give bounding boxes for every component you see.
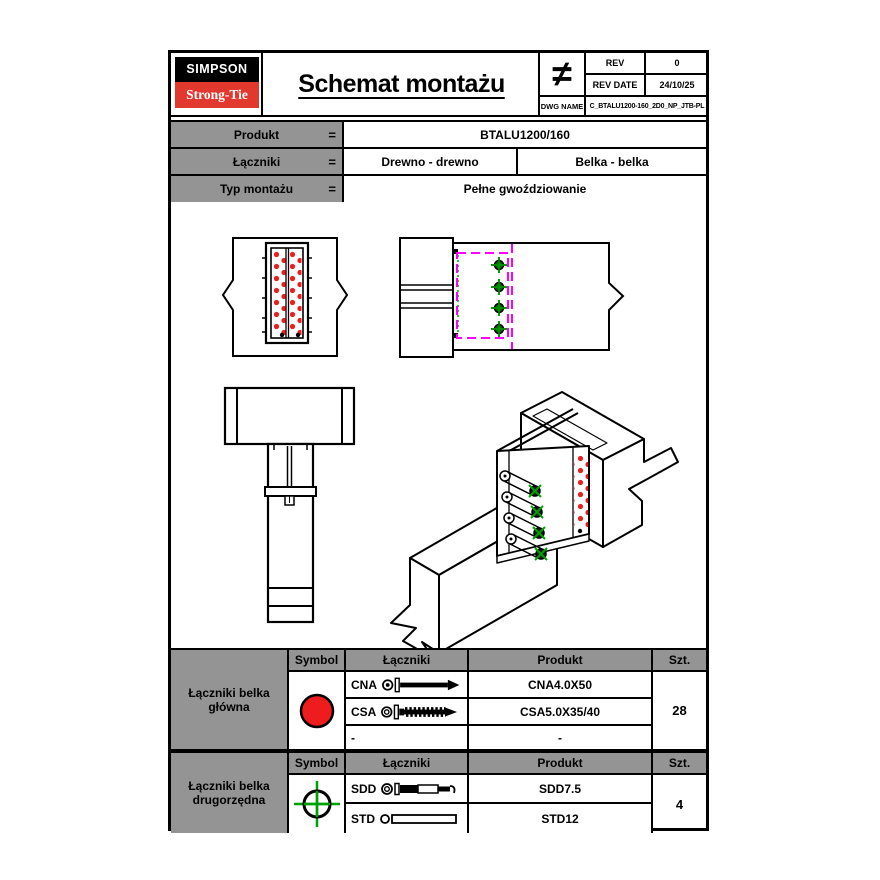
drawing-sheet: [168, 50, 709, 831]
fastener-type-value: Drewno - drewno: [344, 149, 518, 174]
product-value: BTALU1200/160: [480, 127, 570, 142]
rev-label: REV: [586, 53, 646, 75]
row-label: Produkt: [233, 127, 280, 142]
header-symbol: Symbol: [289, 753, 346, 775]
quantity-cell: 28: [672, 703, 687, 718]
product-cell: SDD7.5: [469, 775, 653, 804]
screw-icon: [380, 703, 467, 721]
rev-date-label: REV DATE: [586, 75, 646, 97]
fastener-cell: [346, 804, 469, 833]
rev-value: 0: [646, 53, 708, 75]
top-view-drawing: [223, 238, 347, 356]
logo-cell: [171, 53, 263, 115]
fastener-code: CSA: [351, 704, 377, 719]
equals-sign: =: [328, 154, 336, 169]
page-title: Schemat montażu: [298, 69, 505, 98]
revision-block: [538, 53, 706, 115]
symbol-cell: [289, 775, 346, 833]
equals-sign: =: [328, 127, 336, 142]
header-fastener: Łączniki: [346, 650, 469, 672]
nail-dots-right: [289, 251, 302, 335]
fastener-cell: [346, 699, 469, 726]
header-fastener: Łączniki: [346, 753, 469, 775]
fastener-cell: [346, 672, 469, 699]
symbol-cell: [289, 672, 346, 749]
fastener-code: SDD: [351, 781, 377, 796]
fastener-cell: [346, 775, 469, 804]
group-label: Łączniki belka główna: [188, 685, 270, 714]
technical-drawing-area: [171, 200, 706, 648]
nail-icon: [381, 676, 467, 694]
row-label-cell: [171, 122, 344, 147]
table-row: [171, 176, 706, 202]
simpson-strongtie-logo: [175, 57, 259, 108]
front-view-drawing: [225, 388, 354, 622]
product-info-table: [171, 120, 706, 200]
row-label-cell: [171, 149, 344, 174]
title-block: [171, 53, 706, 117]
group-label-cell: [171, 753, 289, 833]
product-cell: CSA5.0X35/40: [469, 699, 653, 726]
title-cell: [265, 53, 538, 115]
mounting-type-value: Pełne gwoździowanie: [463, 182, 587, 196]
isometric-view-drawing: [391, 392, 678, 648]
green-crosshair-circle-icon: [292, 779, 342, 829]
assembly-drawing: [171, 200, 706, 648]
main-beam-break: [603, 439, 678, 547]
nail-dots-left: [273, 251, 286, 335]
red-circle-icon: [297, 691, 337, 731]
fastener-code: CNA: [351, 677, 377, 692]
nail-dots-iso: [574, 456, 588, 528]
header-product: Produkt: [469, 650, 653, 672]
header-product: Produkt: [469, 753, 653, 775]
row-label: Łączniki: [232, 154, 281, 169]
header-qty: Szt.: [653, 753, 706, 775]
equals-sign: =: [328, 181, 336, 197]
rod-icon: [379, 810, 465, 828]
product-cell: -: [469, 726, 653, 749]
connection-type-value: Belka - belka: [575, 154, 649, 169]
product-cell: STD12: [469, 804, 653, 833]
group-label-cell: [171, 650, 289, 749]
rev-date-value: 24/10/25: [646, 75, 708, 97]
fastener-code: -: [351, 730, 355, 745]
main-beam-fasteners-table: [171, 648, 706, 751]
secondary-beam-fasteners-table: [171, 751, 706, 831]
logo-strongtie-text: Strong-Tie: [175, 82, 259, 108]
dowel-icon: [380, 780, 466, 798]
dwg-name-value: C_BTALU1200-160_2D0_NP_JTB-PL: [589, 102, 705, 110]
header-symbol: Symbol: [289, 650, 346, 672]
table-row: [171, 149, 706, 176]
logo-simpson-text: SIMPSON: [175, 57, 259, 82]
dwg-name-label: DWG NAME: [540, 97, 586, 115]
row-label-cell: [171, 176, 344, 202]
group-label: Łączniki belka drugorzędna: [188, 779, 270, 807]
secondary-beam-break: [391, 558, 439, 648]
header-qty: Szt.: [653, 650, 706, 672]
not-equal-icon: ≠: [540, 53, 586, 97]
side-view-drawing: [400, 238, 623, 357]
quantity-cell: 4: [675, 796, 684, 812]
row-label: Typ montażu: [219, 182, 294, 196]
fastener-code: STD: [351, 811, 375, 826]
product-cell: CNA4.0X50: [469, 672, 653, 699]
fastener-cell: [346, 726, 469, 749]
table-row: [171, 122, 706, 149]
